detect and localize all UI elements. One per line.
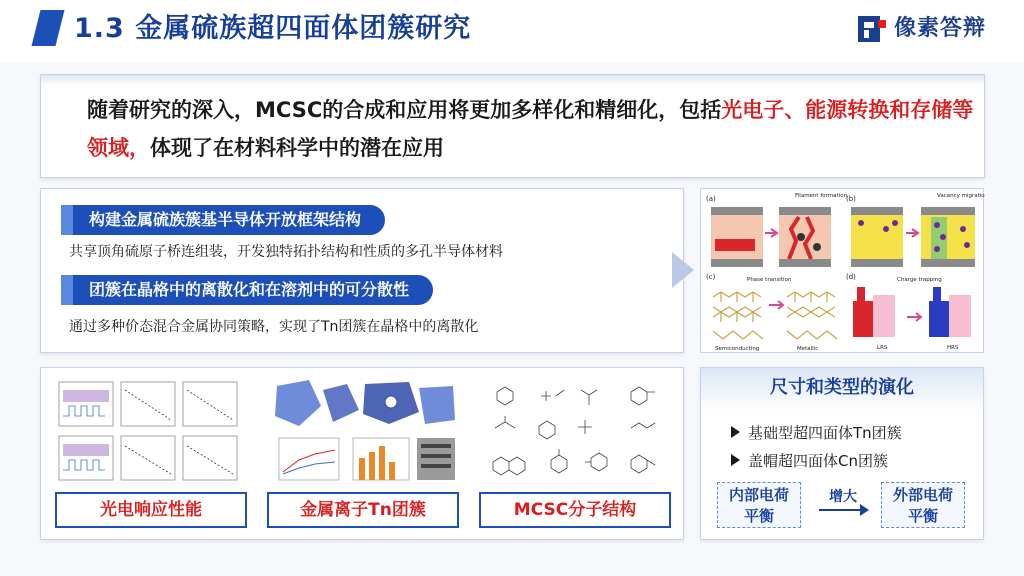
photoresponse-plots-thumbnail: [55, 376, 245, 486]
caption-photoresponse: 光电响应性能: [55, 492, 247, 528]
intro-box: [40, 74, 985, 178]
phase-arrow: [769, 301, 783, 309]
point-heading-1: 构建金属硫族簇基半导体开放框架结构: [61, 205, 385, 235]
intro-text-a: 随着研究的深入，MCSC的合成和应用将更加多样化和精细化，包括: [87, 98, 722, 122]
brand-logo-icon: [856, 14, 888, 44]
charge-trapping-illustration: [853, 287, 971, 337]
internal-charge-line2: 平衡: [743, 507, 774, 525]
internal-charge-line1: 内部电荷: [728, 486, 789, 504]
fig-text-lrs: LRS: [877, 345, 888, 351]
evolution-title: 尺寸和类型的演化: [701, 368, 983, 412]
intro-top-band: [41, 75, 984, 85]
tn-cluster-thumbnail: [269, 376, 459, 486]
point-desc-2: 通过多种价态混合金属协同策略，实现了Tn团簇在晶格中的离散化: [69, 319, 479, 335]
increase-arrow-icon: [819, 509, 867, 511]
fig-text-phase: Phase transition: [747, 277, 792, 283]
bullet-arrow-icon: [731, 454, 740, 466]
arrow-right-icon: [672, 252, 694, 288]
intro-text-c: 体现了在材料科学中的潜在应用: [150, 136, 444, 160]
internal-charge-box: [717, 482, 801, 528]
evolution-item-2-text: 盖帽超四面体Cn团簇: [748, 452, 888, 470]
fig-label-c: (c): [706, 273, 716, 281]
fig-text-semi: Semiconducting: [715, 346, 760, 352]
title-accent-bar: [32, 10, 65, 46]
caption-mcsc-structure: MCSC分子结构: [479, 492, 671, 528]
fig-text-filament: Filament formation: [795, 193, 848, 199]
vacancy-illustration: [851, 207, 975, 267]
brand-logo: [856, 14, 986, 44]
memristor-mechanism-figure: [700, 188, 984, 353]
point-desc-1: 共享顶角硫原子桥连组装，开发独特拓扑结构和性质的多孔半导体材料: [69, 244, 503, 260]
point-heading-2: 团簇在晶格中的离散化和在溶剂中的可分散性: [61, 275, 433, 305]
research-figures-panel: [40, 367, 684, 540]
intro-paragraph: [87, 91, 977, 167]
evolution-item-1-text: 基础型超四面体Tn团簇: [748, 424, 902, 442]
mcsc-molecule-thumbnail: [481, 376, 671, 486]
phase-transition-illustration: [713, 292, 837, 339]
caption-tn-cluster: 金属离子Tn团簇: [267, 492, 459, 528]
evolution-panel: [700, 367, 984, 540]
research-points-panel: [40, 188, 684, 353]
intro-text-highlight: 光电子、能源转换和存储等领域，: [87, 98, 974, 160]
external-charge-line1: 外部电荷: [892, 486, 953, 504]
page-title: 1.3 金属硫族超四面体团簇研究: [74, 13, 472, 44]
fig-label-d: (d): [846, 273, 856, 281]
fig-text-trapping: Charge trapping: [897, 277, 942, 283]
fig-text-metallic: Metallic: [797, 346, 819, 352]
fig-label-a: (a): [706, 195, 716, 203]
header-bar: [0, 0, 1024, 62]
filament-illustration: [711, 207, 831, 267]
increase-label: 增大: [829, 489, 857, 505]
fig-text-hrs: HRS: [947, 345, 959, 351]
external-charge-line2: 平衡: [907, 507, 938, 525]
external-charge-box: [881, 482, 965, 528]
brand-name: 像素答辩: [893, 16, 986, 41]
evolution-item-1: [731, 422, 902, 444]
evolution-item-2: [731, 450, 888, 472]
bullet-arrow-icon: [731, 426, 740, 438]
fig-text-vacancy: Vacancy migration: [937, 193, 985, 199]
fig-label-b: (b): [846, 195, 856, 203]
